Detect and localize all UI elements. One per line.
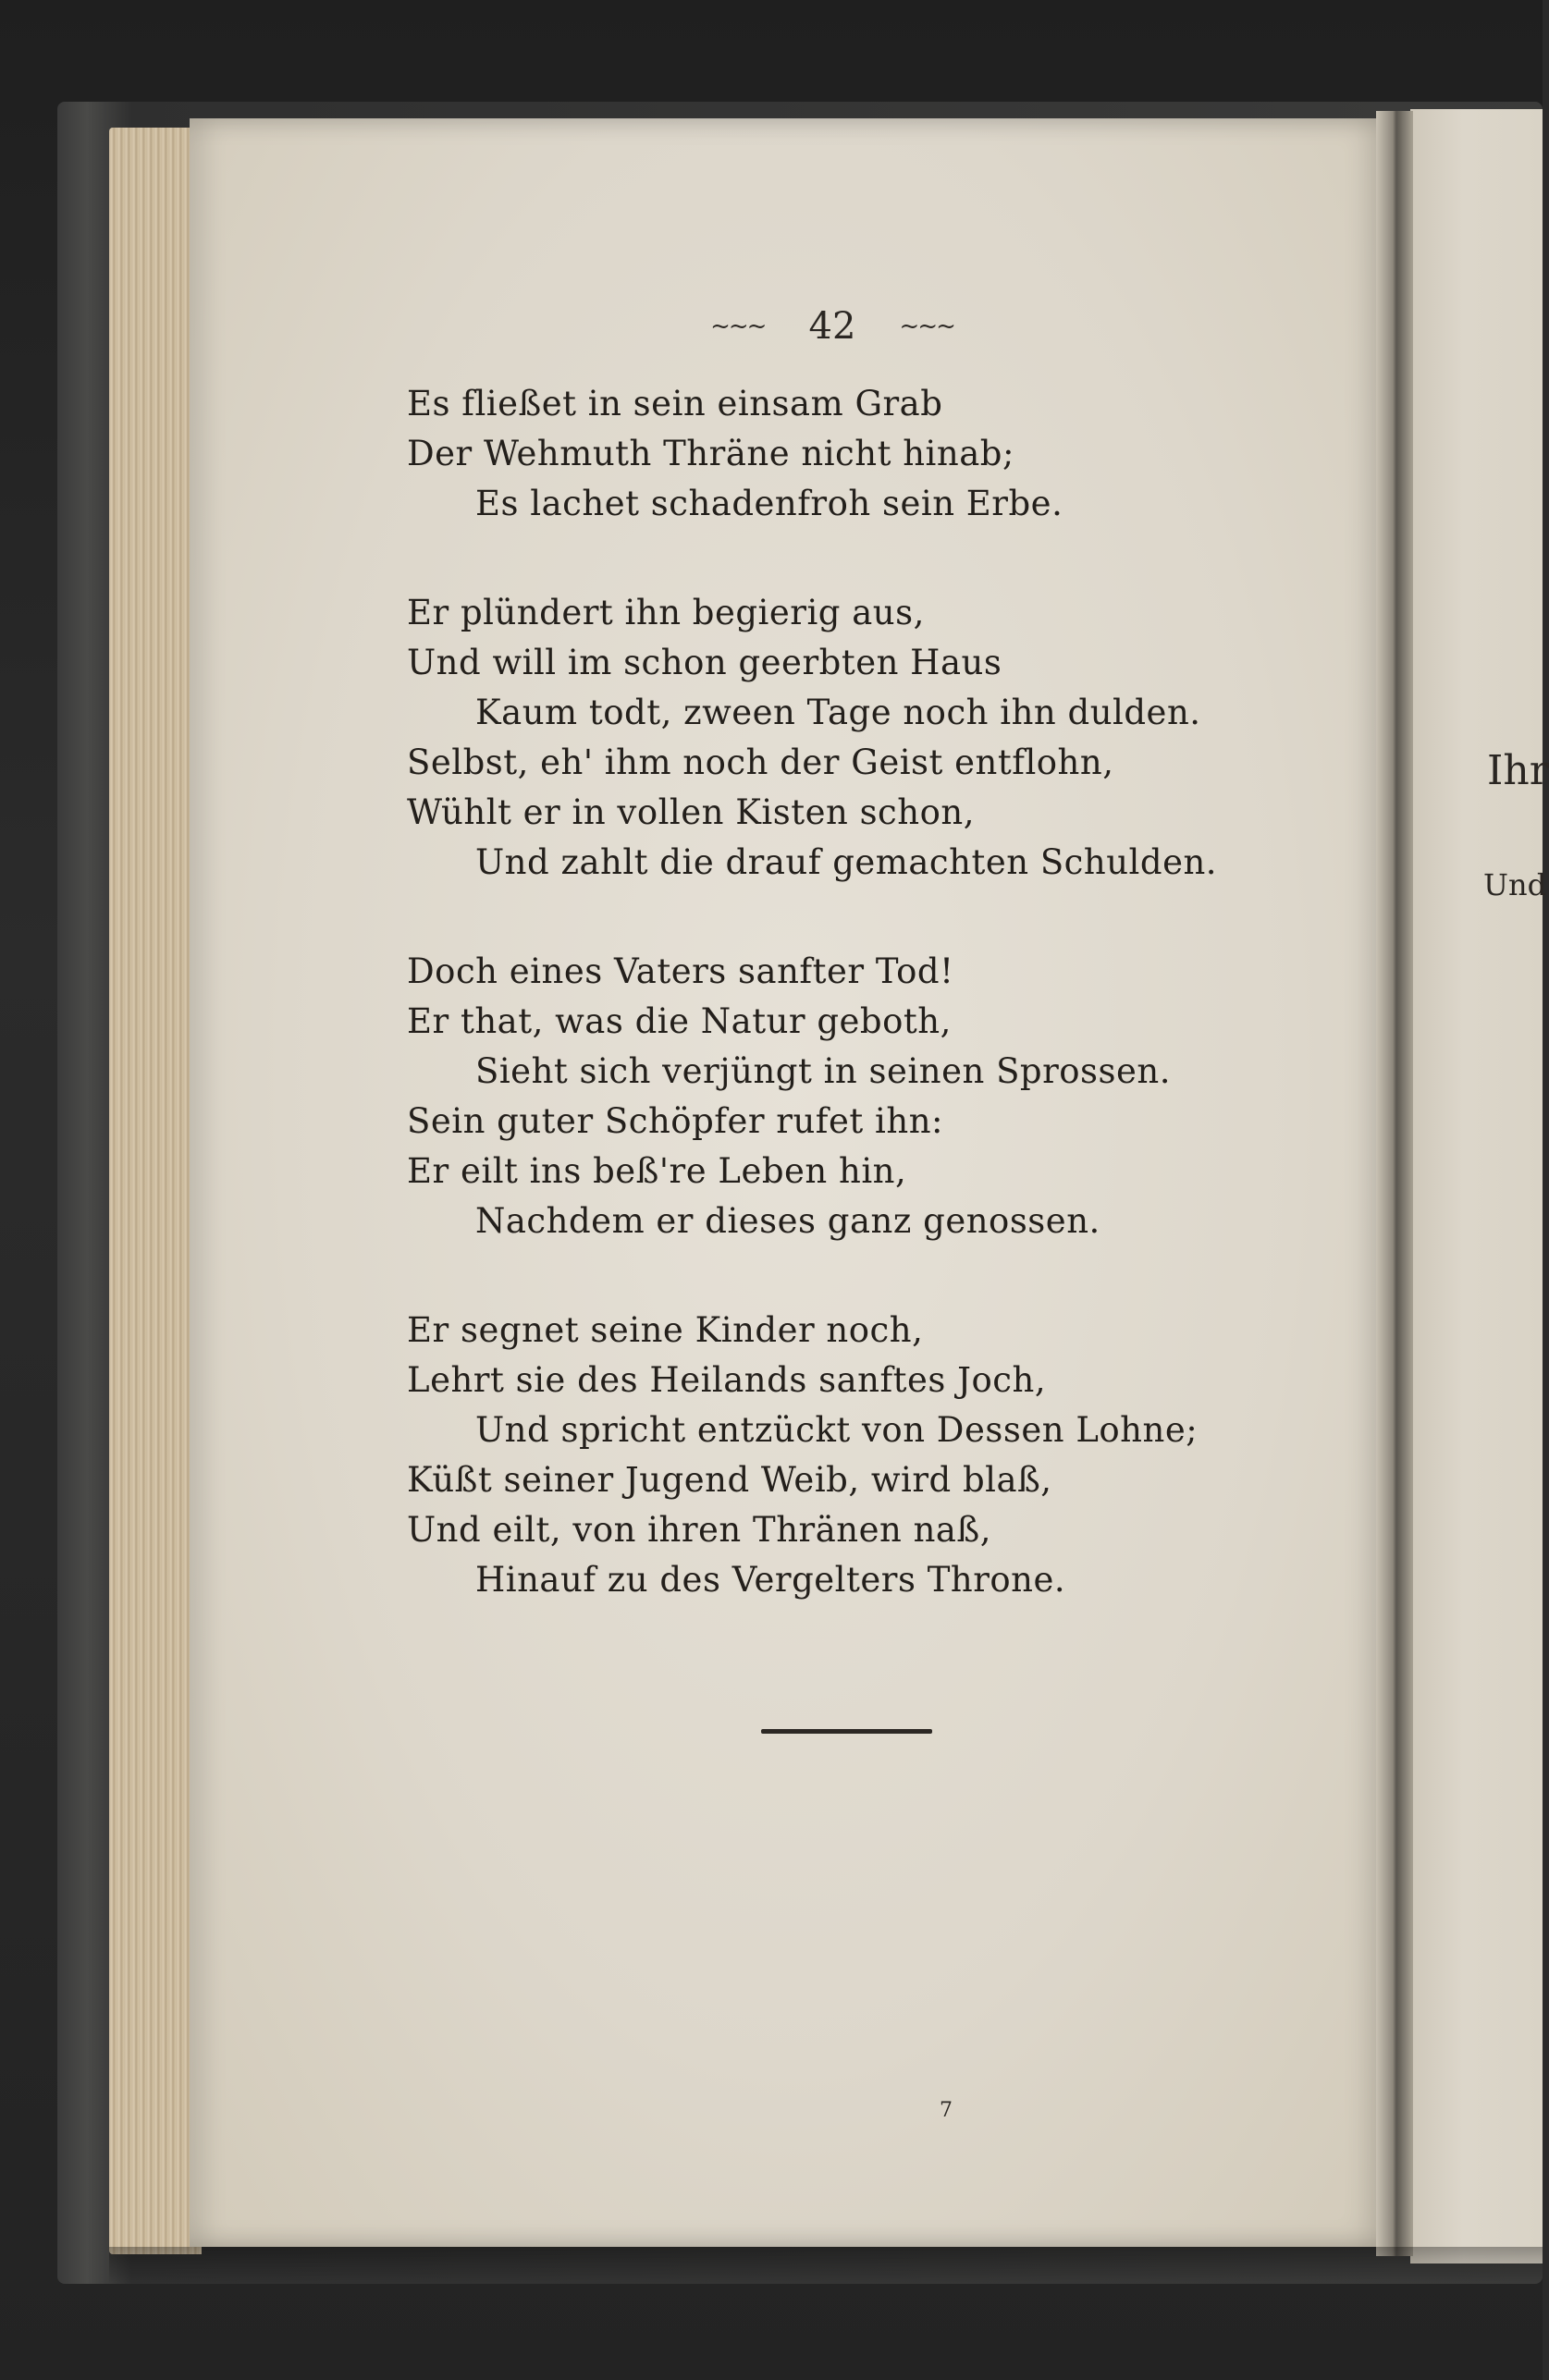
- poem-line: Hinauf zu des Vergelters Throne.: [475, 1560, 1066, 1600]
- facing-page: [1410, 109, 1543, 2263]
- poem-line: Es fließet in sein einsam Grab: [407, 384, 943, 423]
- signature-mark: 7: [940, 2099, 953, 2122]
- poem-line: Wühlt er in vollen Kisten schon,: [407, 792, 975, 832]
- header-ornament-right: ~~~: [899, 313, 954, 340]
- poem-line: Es lachet schadenfroh sein Erbe.: [475, 484, 1063, 523]
- facing-page-fragment: Und: [1483, 867, 1547, 902]
- poem-line: Der Wehmuth Thräne nicht hinab;: [407, 434, 1014, 473]
- poem-line: Und will im schon geerbten Haus: [407, 643, 1002, 682]
- page-edges: [109, 128, 202, 2254]
- poem-line: Er eilt ins beß're Leben hin,: [407, 1151, 907, 1191]
- poem-line: Sein guter Schöpfer rufet ihn:: [407, 1101, 943, 1141]
- poem-line: Doch eines Vaters sanfter Tod!: [407, 951, 954, 991]
- poem-line: Nachdem er dieses ganz genossen.: [475, 1201, 1100, 1241]
- poem-line: Sieht sich verjüngt in seinen Sprossen.: [475, 1051, 1172, 1091]
- poem-line: Und zahlt die drauf gemachten Schulden.: [475, 842, 1218, 882]
- stanza-2: [407, 588, 1332, 888]
- stanza-4: [407, 1306, 1332, 1605]
- page-header: [647, 305, 1017, 351]
- poem-line: Selbst, eh' ihm noch der Geist entflohn,: [407, 742, 1114, 782]
- poem-line: Er that, was die Natur geboth,: [407, 1001, 952, 1041]
- header-ornament-left: ~~~: [710, 313, 766, 340]
- poem-line: Er plündert ihn begierig aus,: [407, 593, 925, 632]
- stanza-1: [407, 379, 1332, 529]
- facing-page-fragment: Ihr: [1487, 747, 1549, 794]
- page-bottom-shadow: [109, 2247, 1543, 2284]
- end-rule: [761, 1729, 932, 1734]
- poem-line: Kaum todt, zween Tage noch ihn dulden.: [475, 693, 1201, 732]
- poem-line: Und eilt, von ihren Thränen naß,: [407, 1510, 991, 1550]
- stanza-3: [407, 947, 1332, 1246]
- poem: [407, 379, 1332, 1664]
- book-gutter: [1376, 111, 1413, 2256]
- poem-line: Lehrt sie des Heilands sanftes Joch,: [407, 1360, 1047, 1400]
- page-number: 42: [808, 305, 856, 348]
- poem-line: Küßt seiner Jugend Weib, wird blaß,: [407, 1460, 1052, 1500]
- poem-line: Und spricht entzückt von Dessen Lohne;: [475, 1410, 1199, 1450]
- poem-line: Er segnet seine Kinder noch,: [407, 1310, 924, 1350]
